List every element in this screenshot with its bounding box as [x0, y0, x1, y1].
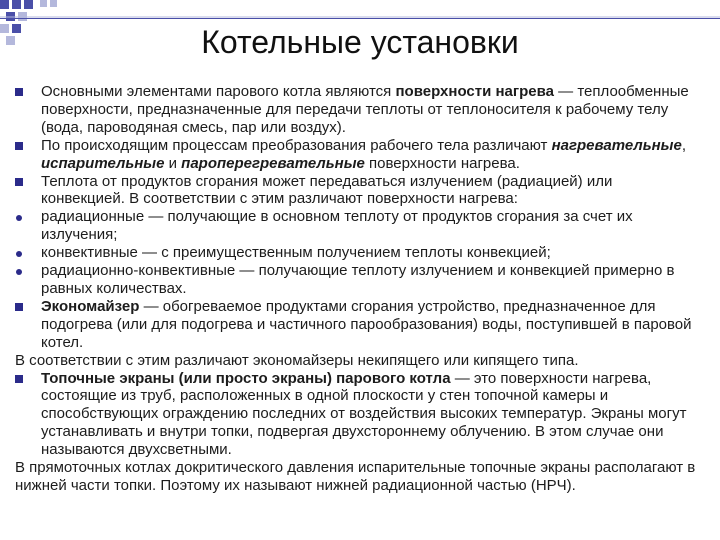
round-bullet-icon	[16, 251, 22, 257]
bullet-item	[15, 370, 699, 460]
emphasized-text: Экономайзер	[41, 297, 140, 315]
emphasized-text: пароперегревательные	[181, 154, 365, 172]
body-text: — это поверхности нагрева, состоящие из труб, расположенных в одной плоскости у стен топочной камеры и способствующих ограждению последних от воздействия высоких температур. Экраны могут устанавливать и внутри топки, подвергая двухстороннему облучению. В этом случае они называются двухсветными.	[41, 369, 687, 459]
emphasized-text: испарительные	[41, 154, 165, 172]
bullet-item	[15, 173, 699, 209]
bullet-item	[15, 208, 699, 244]
body-text: и	[164, 154, 182, 172]
body-text: Теплота от продуктов сгорания может передаваться излучением (радиацией) или конвекцией. В соответствии с этим различают поверхности нагрева:	[41, 172, 613, 208]
bullet-item	[15, 244, 699, 262]
body-text: По происходящим процессам преобразования рабочего тела различают	[41, 136, 552, 154]
body-text: В соответствии с этим различают экономайзеры некипящего или кипящего типа.	[15, 351, 579, 369]
square-bullet-icon	[15, 303, 23, 311]
deco-square	[50, 0, 57, 7]
bullet-item	[15, 298, 699, 352]
body-text: Основными элементами парового котла являются	[41, 83, 396, 100]
body-text: — обогреваемое продуктами сгорания устройство, предназначенное для подогрева (или для подогрева и частичного парообразования) воды, поступившей в паровой котел.	[41, 297, 692, 351]
square-bullet-icon	[15, 178, 23, 186]
round-bullet-icon	[16, 269, 22, 275]
paragraph	[15, 459, 699, 495]
emphasized-text: поверхности нагрева	[395, 83, 555, 100]
square-bullet-icon	[15, 142, 23, 150]
deco-square	[12, 24, 21, 33]
emphasized-text: нагревательные	[551, 136, 682, 154]
body-text: — теплообменные поверхности, предназначенные для передачи теплоты от теплоносителя к рабочему телу (вода, пароводяная смесь, пар или воздух).	[41, 83, 689, 136]
bullet-item	[15, 83, 699, 137]
body-text: В прямоточных котлах докритического давления испарительные топочные экраны располагают в нижней части топки. Поэтому их называют нижней радиационной частью (НРЧ).	[15, 459, 696, 494]
slide-title: Котельные установки	[201, 24, 519, 60]
deco-square	[24, 0, 33, 9]
paragraph	[15, 352, 699, 370]
bullet-item	[15, 137, 699, 173]
body-text: радиационные — получающие в основном теплоту от продуктов сгорания за счет их излучения;	[41, 208, 633, 244]
deco-square	[6, 36, 15, 45]
body-text: поверхности нагрева.	[364, 154, 520, 172]
body-text: конвективные — с преимущественным получением теплоты конвекцией;	[41, 244, 551, 262]
square-bullet-icon	[15, 88, 23, 96]
deco-square	[40, 0, 47, 7]
round-bullet-icon	[16, 215, 22, 221]
bullet-item	[15, 262, 699, 298]
deco-square	[0, 0, 9, 9]
body-text: радиационно-конвективные — получающие теплоту излучением и конвекцией примерно в равных количествах.	[41, 262, 675, 297]
slide-body	[15, 83, 699, 495]
deco-square	[12, 0, 21, 9]
deco-square	[0, 24, 9, 33]
body-text: ,	[681, 136, 686, 154]
emphasized-text: Топочные экраны (или просто экраны) парового котла	[41, 369, 451, 387]
square-bullet-icon	[15, 375, 23, 383]
